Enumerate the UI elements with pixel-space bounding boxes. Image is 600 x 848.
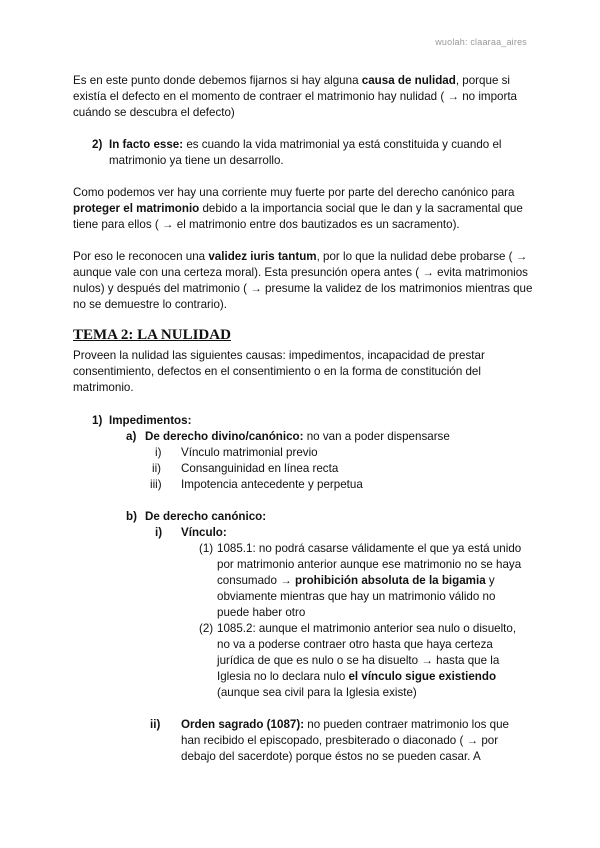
paragraph-causas-nulidad: Proveen la nulidad las siguientes causas: impedimentos, incapacidad de prestar consentimiento, defectos en el consentimiento o en la forma de constitución del matrimonio.: [73, 349, 485, 394]
item-in-facto-esse: In facto esse: es cuando la vida matrimonial ya está constituida y cuando el matrimonio ya tiene un desarrollo.: [109, 138, 502, 167]
section-heading: TEMA 2: LA NULIDAD: [73, 327, 231, 343]
b-ii-orden-sagrado: Orden sagrado (1087): no pueden contraer matrimonio los que han recibido el episcopado, presbiterado o diaconado ( → por debajo del sacerdote) porque éstos no se pueden casar. A: [181, 718, 510, 763]
paragraph-validez-iuris: Por eso le reconocen una validez iuris tantum, por lo que la nulidad debe probarse ( → aunque vale con una certeza moral). Esta presunción opera antes ( → evita matrimonios nulos) y después del matrimonio ( → presume la validez de los matrimonios mientras que no se demuestre lo contrario).: [73, 250, 533, 311]
a-item-impotencia: Impotencia antecedente y perpetua: [181, 478, 363, 491]
b-n2-text: 1085.2: aunque el matrimonio anterior sea nulo o disuelto, no va a poderse contraer otro hasta que haya certeza jurídica de que es nulo o se ha disuelto → hasta que la Iglesia no lo declara nulo el vínculo sigue existiendo (aunque sea civil para la Iglesia existe): [217, 622, 517, 699]
bold-validez-iuris-tantum: validez iuris tantum: [208, 250, 317, 263]
item-2-number: 2): [92, 138, 103, 151]
bold-prohibicion-bigamia: prohibición absoluta de la bigamia: [294, 574, 486, 587]
b-i-title: Vínculo:: [181, 526, 227, 539]
b-n1-number: (1): [199, 542, 214, 555]
bold-proteger-matrimonio: proteger el matrimonio: [73, 202, 200, 215]
a-derecho-divino: De derecho divino/canónico: no van a poder dispensarse: [145, 430, 450, 443]
a-item-consanguinidad: Consanguinidad en línea recta: [181, 462, 339, 475]
a-title: De derecho divino/canónico:: [145, 430, 304, 443]
a-item-number: iii): [150, 478, 162, 491]
b-ii-title: Orden sagrado (1087):: [181, 718, 305, 731]
bold-causa-nulidad: causa de nulidad: [361, 74, 456, 87]
b-i-number: i): [155, 526, 163, 539]
b-number: b): [126, 510, 137, 523]
a-item-number: i): [155, 446, 162, 459]
watermark: wuolah: claaraa_aires: [435, 37, 527, 47]
a-item-number: ii): [152, 462, 162, 475]
bold-vinculo-sigue: el vínculo sigue existiendo: [348, 670, 497, 683]
impedimentos-title: Impedimentos:: [109, 414, 192, 427]
item-in-facto-esse-title: In facto esse:: [109, 138, 184, 151]
paragraph-nulidad-causa: Es en este punto donde debemos fijarnos si hay alguna causa de nulidad, porque si existía el defecto en el momento de contraer el matrimonio hay nulidad ( → no importa cuándo se descubra el defecto): [73, 74, 518, 119]
paragraph-proteger-matrimonio: Como podemos ver hay una corriente muy fuerte por parte del derecho canónico para proteger el matrimonio debido a la importancia social que le dan y la sacramental que tiene para ellos ( → el matrimonio entre dos bautizados es un sacramento).: [73, 186, 523, 231]
b-n1-text: 1085.1: no podrá casarse válidamente el que ya está unido por matrimonio anterior aunque ese matrimonio no se haya consumado → prohibición absoluta de la bigamia y obviamente mientras que hay un matrimonio válido no puede haber otro: [217, 542, 522, 619]
b-n2-number: (2): [199, 622, 214, 635]
a-number: a): [126, 430, 137, 443]
impedimentos-number: 1): [92, 414, 103, 427]
b-title: De derecho canónico:: [145, 510, 267, 523]
b-ii-number: ii): [150, 718, 161, 731]
a-item-vinculo: Vínculo matrimonial previo: [181, 446, 318, 459]
